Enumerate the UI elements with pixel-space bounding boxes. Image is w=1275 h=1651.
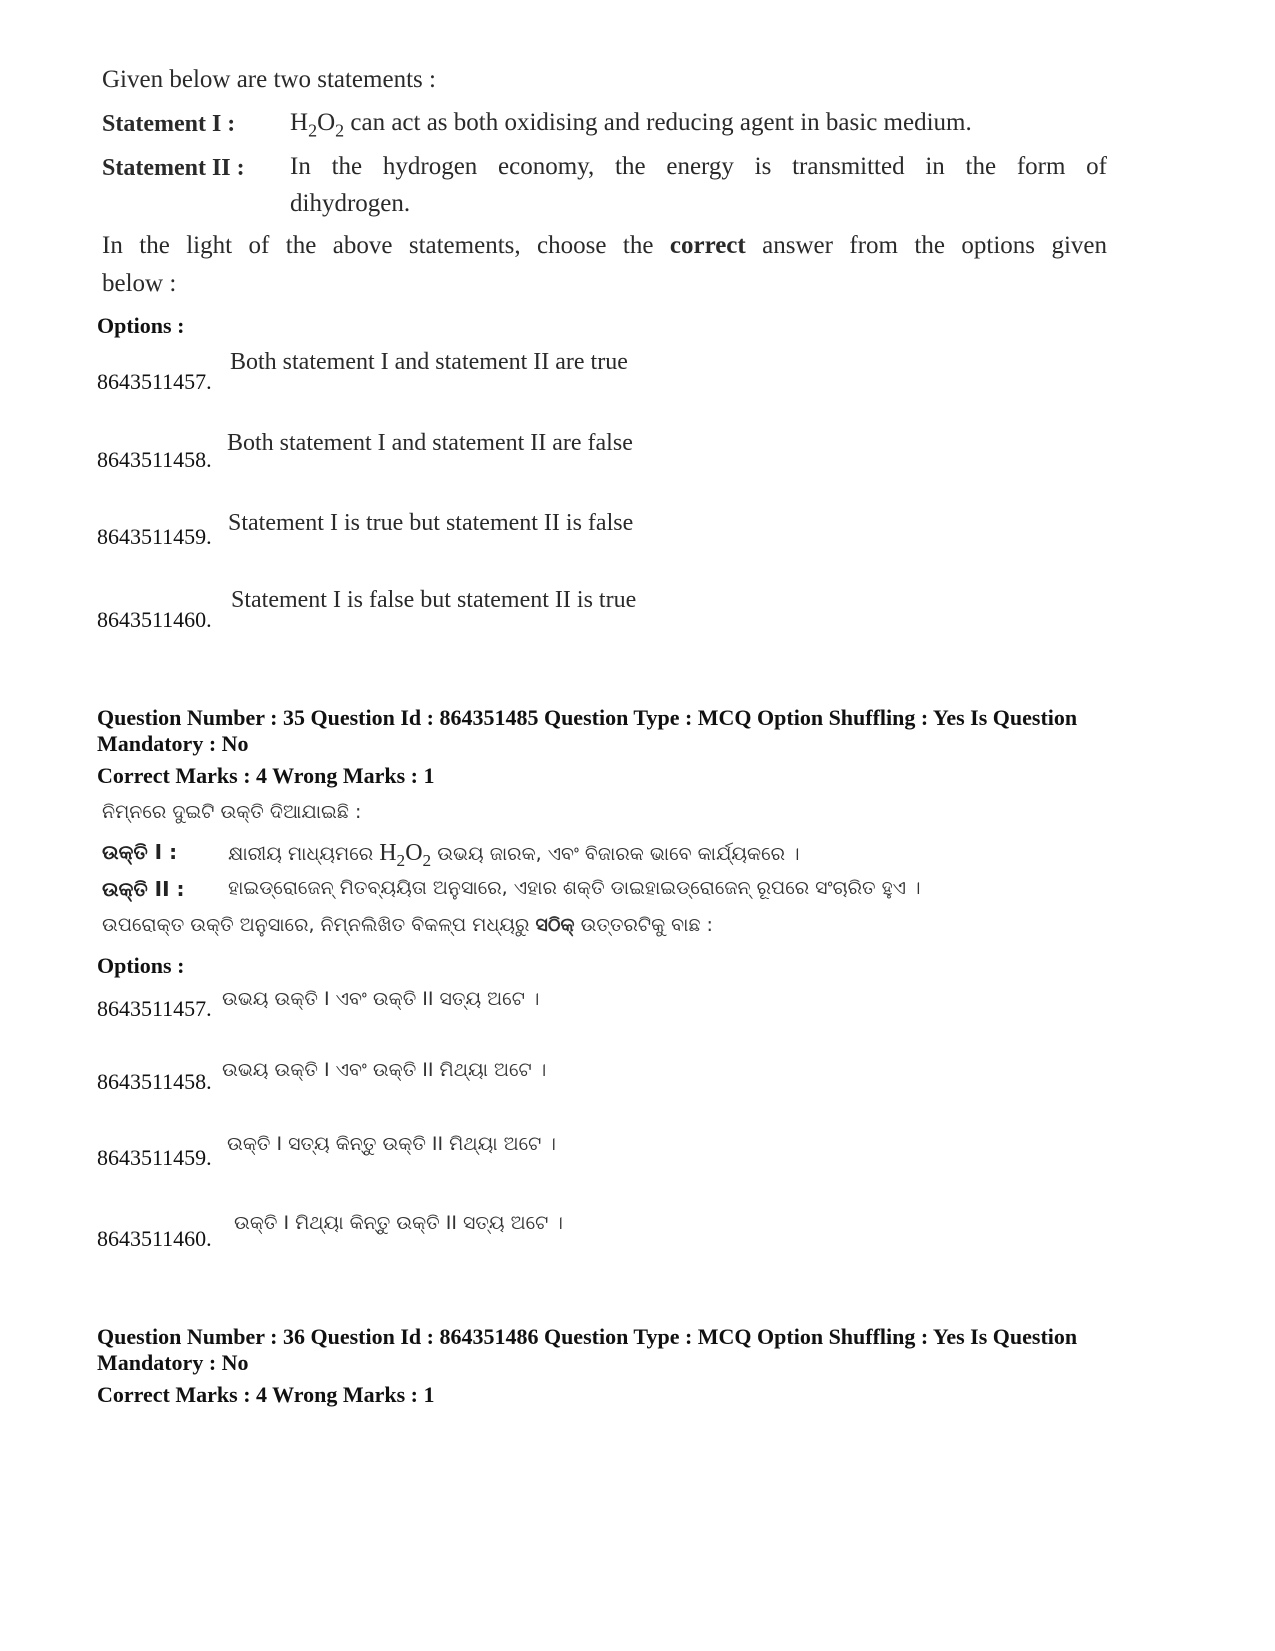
q34-statement2-line2: dihydrogen.: [290, 190, 411, 217]
q34-statement1-label: Statement I :: [102, 111, 236, 137]
q35-option1-id: 8643511457.: [97, 996, 212, 1021]
q34-prompt: In the light of the above statements, choose the correct answer from the options given: [102, 232, 1107, 259]
q34-option2-text: Both statement I and statement II are false: [227, 430, 633, 456]
q36-header-line2: Mandatory : No: [97, 1350, 249, 1375]
q35-option3-text: ଉକ୍ତି I ସତ୍ୟ କିନ୍ତୁ ଉକ୍ତି II ମିଥ୍ୟା ଅଟେ ।: [227, 1133, 556, 1155]
q35-odia-stmt1-label: ଉକ୍ତି I :: [102, 840, 178, 864]
q34-options-label: Options :: [97, 313, 185, 338]
q34-statement1-text: $H_2O_2$ can act as both oxidising and reducing agent in basic medium.: [290, 109, 972, 141]
q35-option2-text: ଉଭୟ ଉକ୍ତି I ଏବଂ ଉକ୍ତି II ମିଥ୍ୟା ଅଟେ ।: [222, 1059, 547, 1081]
q35-marks: Correct Marks : 4 Wrong Marks : 1: [97, 763, 435, 788]
q35-odia-stmt2-text: ହାଇଡ୍ରୋଜେନ୍ ମିତବ୍ୟୟିତା ଅନୁସାରେ, ଏହାର ଶକ୍ତି ଡାଇହାଇଡ୍ରୋଜେନ୍ ରୂପରେ ସଂଚାରିତ ହୁଏ ।: [228, 877, 921, 899]
q35-option4-text: ଉକ୍ତି I ମିଥ୍ୟା କିନ୍ତୁ ଉକ୍ତି II ସତ୍ୟ ଅଟେ ।: [234, 1212, 563, 1234]
q34-option2-id: 8643511458.: [97, 447, 212, 472]
q34-statement2-label: Statement II :: [102, 155, 245, 181]
q34-option1-text: Both statement I and statement II are true: [230, 349, 628, 375]
q34-statement2-line1: In the hydrogen economy, the energy is transmitted in the form of: [290, 153, 1107, 180]
q34-option4-id: 8643511460.: [97, 607, 212, 632]
q35-odia-prompt: ଉପରୋକ୍ତ ଉକ୍ତି ଅନୁସାରେ, ନିମ୍ନଲିଖିତ ବିକଳ୍ପ ମଧ୍ୟରୁ ସଠିକ୍ ଉତ୍ତରଟିକୁ ବାଛ :: [102, 914, 713, 936]
q35-options-label: Options :: [97, 953, 185, 978]
q34-option4-text: Statement I is false but statement II is true: [231, 587, 637, 613]
q34-prompt-line2: below :: [102, 270, 177, 297]
q35-option3-id: 8643511459.: [97, 1145, 212, 1170]
q36-header-line1: Question Number : 36 Question Id : 864351486 Question Type : MCQ Option Shuffling : Yes Is Question: [97, 1324, 1078, 1349]
q34-option3-text: Statement I is true but statement II is false: [228, 510, 634, 536]
q35-header-line2: Mandatory : No: [97, 731, 249, 756]
q34-option1-id: 8643511457.: [97, 369, 212, 394]
q34-intro: Given below are two statements :: [102, 66, 436, 93]
q35-option4-id: 8643511460.: [97, 1226, 212, 1251]
q35-header-line1: Question Number : 35 Question Id : 864351485 Question Type : MCQ Option Shuffling : Yes Is Question: [97, 705, 1078, 730]
q35-odia-intro: ନିମ୍ନରେ ଦୁଇଟି ଉକ୍ତି ଦିଆଯାଇଛି :: [102, 801, 362, 823]
q34-option3-id: 8643511459.: [97, 524, 212, 549]
q35-odia-stmt2-label: ଉକ୍ତି II :: [102, 877, 185, 901]
q36-marks: Correct Marks : 4 Wrong Marks : 1: [97, 1382, 435, 1407]
q35-option2-id: 8643511458.: [97, 1069, 212, 1094]
q35-option1-text: ଉଭୟ ଉକ୍ତି I ଏବଂ ଉକ୍ତି II ସତ୍ୟ ଅଟେ ।: [222, 988, 540, 1010]
q35-odia-stmt1-text: କ୍ଷାରୀୟ ମାଧ୍ୟମରେ $H_2O_2$ ଉଭୟ ଜାରକ, ଏବଂ ବିଜାରକ ଭାବେ କାର୍ଯ୍ୟକରେ ।: [228, 840, 800, 871]
